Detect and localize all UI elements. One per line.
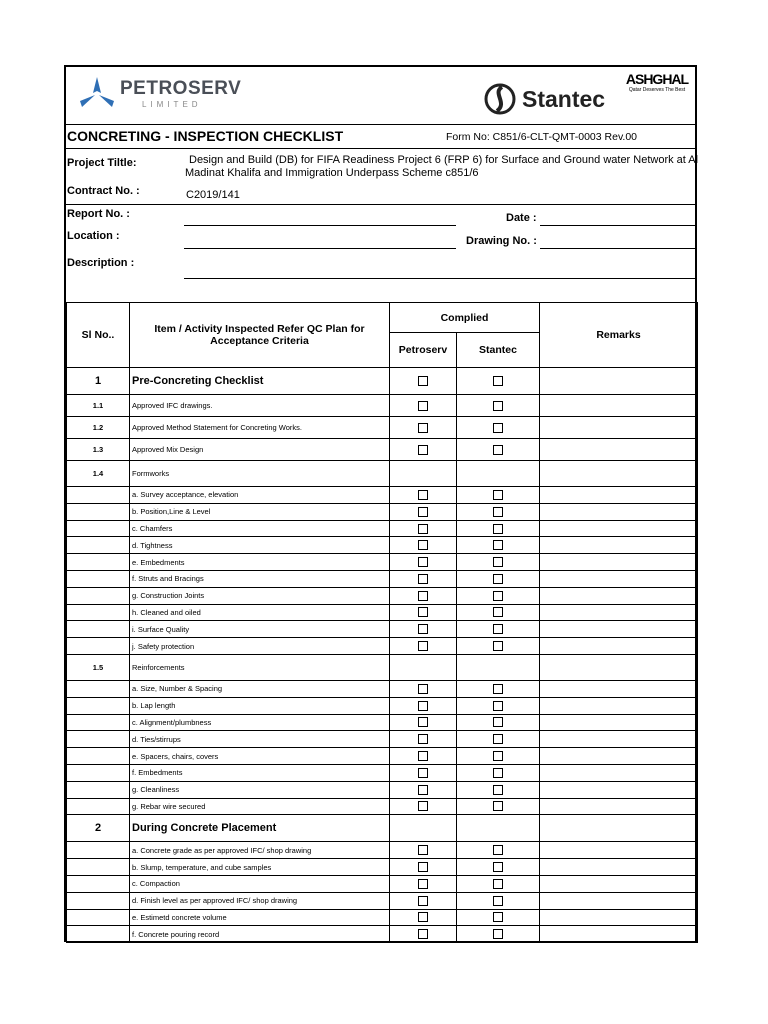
petroserv-checkbox[interactable] [418,929,428,939]
stantec-cell [457,587,540,604]
row-item: d. Finish level as per approved IFC/ shop drawing [130,892,390,909]
row-item: Approved Mix Design [130,439,390,461]
stantec-cell [457,503,540,520]
stantec-checkbox[interactable] [493,701,503,711]
stantec-checkbox[interactable] [493,717,503,727]
petroserv-cell [390,439,457,461]
petroserv-checkbox[interactable] [418,717,428,727]
stantec-cell [457,621,540,638]
stantec-cell [457,487,540,504]
row-number [67,909,130,926]
petroserv-cell [390,395,457,417]
petroserv-checkbox[interactable] [418,591,428,601]
petroserv-cell [390,654,457,680]
stantec-cell [457,654,540,680]
petroserv-cell [390,859,457,876]
row-number [67,520,130,537]
stantec-cell [457,461,540,487]
title-bar [66,125,695,149]
stantec-cell [457,439,540,461]
form-number: Form No: C851/6-CLT-QMT-0003 Rev.00 [446,131,638,143]
petroserv-checkbox[interactable] [418,785,428,795]
row-item: h. Cleaned and oiled [130,604,390,621]
remarks-cell[interactable] [540,570,698,587]
petroserv-checkbox[interactable] [418,896,428,906]
table-row [67,731,698,748]
stantec-cell [457,892,540,909]
remarks-cell[interactable] [540,748,698,765]
petroserv-logo-icon [80,77,114,109]
row-item: f. Embedments [130,764,390,781]
stantec-cell [457,731,540,748]
petroserv-cell [390,842,457,859]
petroserv-checkbox[interactable] [418,401,428,411]
stantec-cell [457,842,540,859]
petroserv-cell [390,875,457,892]
col-petroserv: Petroserv [390,333,457,368]
petroserv-cell [390,697,457,714]
row-item: j. Safety protection [130,638,390,655]
remarks-cell[interactable] [540,697,698,714]
report-label: Report No. : [67,208,130,220]
remarks-cell[interactable] [540,892,698,909]
petroserv-checkbox[interactable] [418,734,428,744]
row-item: g. Rebar wire secured [130,798,390,815]
remarks-cell[interactable] [540,554,698,571]
table-row [67,537,698,554]
row-number [67,554,130,571]
petroserv-checkbox[interactable] [418,701,428,711]
petroserv-cell [390,368,457,395]
remarks-cell[interactable] [540,417,698,439]
stantec-checkbox[interactable] [493,524,503,534]
table-row [67,621,698,638]
row-item: b. Lap length [130,697,390,714]
table-row [67,461,698,487]
row-item: b. Position,Line & Level [130,503,390,520]
remarks-cell[interactable] [540,764,698,781]
description-field[interactable] [184,278,697,279]
remarks-cell[interactable] [540,859,698,876]
stantec-checkbox[interactable] [493,401,503,411]
stantec-cell [457,859,540,876]
row-number [67,781,130,798]
table-row [67,503,698,520]
row-item: e. Spacers, chairs, covers [130,748,390,765]
table-row [67,439,698,461]
remarks-cell[interactable] [540,439,698,461]
table-row [67,875,698,892]
petroserv-checkbox[interactable] [418,574,428,584]
row-number [67,731,130,748]
table-row [67,815,698,842]
row-number [67,697,130,714]
stantec-checkbox[interactable] [493,376,503,386]
petroserv-cell [390,680,457,697]
petroserv-cell [390,487,457,504]
petroserv-checkbox[interactable] [418,624,428,634]
location-label: Location : [67,230,120,242]
row-number: 1.3 [67,439,130,461]
table-row [67,842,698,859]
petroserv-cell [390,731,457,748]
remarks-cell[interactable] [540,587,698,604]
table-row [67,892,698,909]
project-title-value: Design and Build (DB) for FIFA Readiness Project 6 (FRP 6) for Surface and Ground water Network at Al Madinat Khalifa and Immigration Underpass Scheme c851/6 [185,154,699,179]
table-row [67,417,698,439]
stantec-cell [457,926,540,943]
row-number: 1.4 [67,461,130,487]
remarks-cell[interactable] [540,621,698,638]
stantec-cell [457,680,540,697]
petroserv-cell [390,520,457,537]
table-row [67,748,698,765]
row-item: e. Estimetd concrete volume [130,909,390,926]
petroserv-checkbox[interactable] [418,879,428,889]
table-row [67,368,698,395]
row-number [67,748,130,765]
petroserv-cell [390,587,457,604]
report-no-field[interactable] [184,225,456,226]
row-item: During Concrete Placement [130,815,390,842]
petroserv-cell [390,909,457,926]
row-number [67,798,130,815]
remarks-cell[interactable] [540,638,698,655]
col-item: Item / Activity Inspected Refer QC Plan for Acceptance Criteria [130,303,390,368]
stantec-cell [457,395,540,417]
date-label: Date : [506,212,537,224]
remarks-cell[interactable] [540,909,698,926]
stantec-checkbox[interactable] [493,862,503,872]
stantec-checkbox[interactable] [493,624,503,634]
stantec-cell [457,815,540,842]
petroserv-checkbox[interactable] [418,507,428,517]
table-row [67,604,698,621]
stantec-checkbox[interactable] [493,641,503,651]
remarks-cell[interactable] [540,503,698,520]
stantec-logo-icon [484,83,516,115]
row-item: d. Ties/stirrups [130,731,390,748]
petroserv-cell [390,764,457,781]
petroserv-cell [390,417,457,439]
petroserv-cell [390,621,457,638]
remarks-cell[interactable] [540,714,698,731]
row-number [67,537,130,554]
table-row [67,487,698,504]
table-row [67,654,698,680]
stantec-checkbox[interactable] [493,751,503,761]
table-row [67,859,698,876]
stantec-checkbox[interactable] [493,845,503,855]
row-number [67,587,130,604]
row-item: Formworks [130,461,390,487]
stantec-cell [457,537,540,554]
row-item: Approved IFC drawings. [130,395,390,417]
row-number [67,892,130,909]
drawing-label: Drawing No. : [466,235,537,247]
petroserv-cell [390,892,457,909]
stantec-cell [457,520,540,537]
stantec-checkbox[interactable] [493,684,503,694]
petroserv-checkbox[interactable] [418,845,428,855]
stantec-checkbox[interactable] [493,591,503,601]
petroserv-checkbox[interactable] [418,912,428,922]
stantec-checkbox[interactable] [493,801,503,811]
contract-value: C2019/141 [186,189,240,201]
petroserv-checkbox[interactable] [418,445,428,455]
table-row [67,798,698,815]
stantec-cell [457,781,540,798]
stantec-cell [457,798,540,815]
remarks-cell[interactable] [540,781,698,798]
contract-label: Contract No. : [67,185,140,197]
row-number [67,875,130,892]
petroserv-checkbox[interactable] [418,751,428,761]
stantec-checkbox[interactable] [493,574,503,584]
remarks-cell[interactable] [540,731,698,748]
stantec-checkbox[interactable] [493,540,503,550]
row-number [67,680,130,697]
row-number [67,570,130,587]
row-number [67,604,130,621]
table-row [67,697,698,714]
table-row [67,764,698,781]
row-item: f. Concrete pouring record [130,926,390,943]
petroserv-checkbox[interactable] [418,376,428,386]
stantec-checkbox[interactable] [493,896,503,906]
row-number [67,638,130,655]
stantec-logo: Stantec [484,83,605,115]
petroserv-checkbox[interactable] [418,641,428,651]
stantec-checkbox[interactable] [493,734,503,744]
stantec-cell [457,714,540,731]
table-row [67,714,698,731]
petroserv-checkbox[interactable] [418,607,428,617]
petroserv-cell [390,461,457,487]
remarks-cell[interactable] [540,926,698,943]
table-row [67,638,698,655]
petroserv-cell [390,638,457,655]
petroserv-checkbox[interactable] [418,423,428,433]
stantec-checkbox[interactable] [493,507,503,517]
petroserv-cell [390,537,457,554]
checklist-table [66,302,698,943]
stantec-checkbox[interactable] [493,912,503,922]
stantec-checkbox[interactable] [493,768,503,778]
stantec-cell [457,764,540,781]
row-item: a. Concrete grade as per approved IFC/ shop drawing [130,842,390,859]
row-number [67,503,130,520]
table-row [67,680,698,697]
row-number [67,926,130,943]
row-number: 1 [67,368,130,395]
petroserv-cell [390,781,457,798]
stantec-cell [457,570,540,587]
row-number: 1.2 [67,417,130,439]
drawing-no-field[interactable] [540,248,697,249]
row-item: c. Compaction [130,875,390,892]
petroserv-checkbox[interactable] [418,490,428,500]
stantec-cell [457,875,540,892]
petroserv-cell [390,714,457,731]
remarks-cell[interactable] [540,815,698,842]
row-item: f. Struts and Bracings [130,570,390,587]
row-item: Approved Method Statement for Concreting Works. [130,417,390,439]
table-row [67,570,698,587]
row-item: d. Tightness [130,537,390,554]
stantec-checkbox[interactable] [493,929,503,939]
project-title-label: Project Tiltle: [67,157,137,169]
checklist-form [64,65,697,942]
remarks-cell[interactable] [540,654,698,680]
remarks-cell[interactable] [540,537,698,554]
row-number [67,764,130,781]
stantec-cell [457,417,540,439]
petroserv-cell [390,926,457,943]
row-item: c. Chamfers [130,520,390,537]
row-number [67,487,130,504]
row-item: g. Cleanliness [130,781,390,798]
col-sl: Sl No.. [67,303,130,368]
remarks-cell[interactable] [540,520,698,537]
stantec-checkbox[interactable] [493,607,503,617]
stantec-cell [457,697,540,714]
col-remarks: Remarks [540,303,698,368]
stantec-checkbox[interactable] [493,785,503,795]
ashghal-logo: ASHGHAL Qatar Deserves The Best [625,71,689,93]
stantec-checkbox[interactable] [493,879,503,889]
row-item: g. Construction Joints [130,587,390,604]
row-item: Reinforcements [130,654,390,680]
table-row [67,554,698,571]
remarks-cell[interactable] [540,395,698,417]
petroserv-checkbox[interactable] [418,557,428,567]
table-row [67,926,698,943]
table-row [67,520,698,537]
petroserv-checkbox[interactable] [418,768,428,778]
petroserv-logo: PETROSERV LIMITED [80,77,241,109]
row-number [67,859,130,876]
table-row [67,909,698,926]
stantec-checkbox[interactable] [493,445,503,455]
stantec-checkbox[interactable] [493,423,503,433]
row-item: a. Survey acceptance, elevation [130,487,390,504]
remarks-cell[interactable] [540,461,698,487]
row-item: a. Size, Number & Spacing [130,680,390,697]
description-label: Description : [67,257,135,269]
petroserv-cell [390,604,457,621]
row-number [67,621,130,638]
stantec-cell [457,604,540,621]
petroserv-cell [390,798,457,815]
row-item: c. Alignment/plumbness [130,714,390,731]
petroserv-cell [390,815,457,842]
row-item: e. Embedments [130,554,390,571]
petroserv-checkbox[interactable] [418,862,428,872]
stantec-checkbox[interactable] [493,557,503,567]
petroserv-checkbox[interactable] [418,524,428,534]
remarks-cell[interactable] [540,604,698,621]
row-number [67,842,130,859]
row-item: Pre-Concreting Checklist [130,368,390,395]
petroserv-cell [390,748,457,765]
row-number: 1.5 [67,654,130,680]
col-complied: Complied [390,303,540,333]
table-row [67,395,698,417]
remarks-cell[interactable] [540,487,698,504]
petroserv-checkbox[interactable] [418,801,428,811]
stantec-checkbox[interactable] [493,490,503,500]
remarks-cell[interactable] [540,680,698,697]
stantec-cell [457,554,540,571]
stantec-cell [457,638,540,655]
row-item: i. Surface Quality [130,621,390,638]
stantec-cell [457,748,540,765]
petroserv-checkbox[interactable] [418,540,428,550]
row-item: b. Slump, temperature, and cube samples [130,859,390,876]
form-header [66,67,695,125]
remarks-cell[interactable] [540,368,698,395]
remarks-cell[interactable] [540,798,698,815]
location-field[interactable] [184,248,456,249]
remarks-cell[interactable] [540,842,698,859]
petroserv-cell [390,570,457,587]
petroserv-cell [390,503,457,520]
form-title: CONCRETING - INSPECTION CHECKLIST [67,128,344,144]
table-row [67,781,698,798]
date-field[interactable] [540,225,697,226]
remarks-cell[interactable] [540,875,698,892]
row-number: 2 [67,815,130,842]
stantec-cell [457,909,540,926]
petroserv-cell [390,554,457,571]
petroserv-checkbox[interactable] [418,684,428,694]
stantec-cell [457,368,540,395]
col-stantec: Stantec [457,333,540,368]
row-number: 1.1 [67,395,130,417]
table-row [67,587,698,604]
row-number [67,714,130,731]
